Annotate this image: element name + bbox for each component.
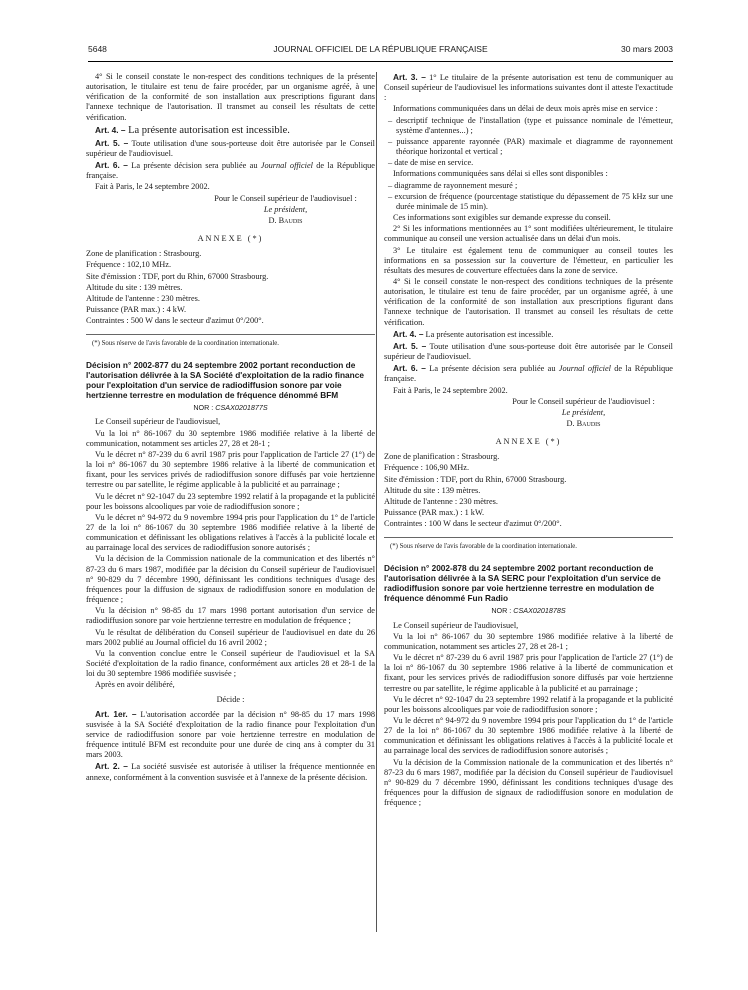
decide-heading: Décide : <box>216 694 245 704</box>
decision-title: Décision n° 2002-877 du 24 septembre 2002 portant reconduction de l'autorisation délivrée à la SA Société d'exploitation de la radio finance pour l'exploitation d'un service de radiodiffusion sonore par voie hertzienne terrestre en modulation de fréquence dénommé BFM <box>86 360 364 401</box>
paragraph: 2° Si les informations mentionnées au 1° sont modifiées ultérieurement, le titulaire communique au conseil une version actualisée dans un délai d'un mois. <box>384 224 673 244</box>
annex-line: Fréquence : 102,10 MHz. <box>86 260 172 270</box>
signature-name: D. Baudis <box>566 419 601 428</box>
signature-name: D. Baudis <box>268 215 303 225</box>
left-column <box>86 72 375 784</box>
journal-title: JOURNAL OFFICIEL DE LA RÉPUBLIQUE FRANÇAISE <box>273 44 488 54</box>
paragraph: Vu la convention conclue entre le Conseil supérieur de l'audiovisuel et la SA Société d'exploitation de la radio finance, conformément aux articles 28 et 28-1 de la loi du 30 septembre 1986 modifiée susvisée ; <box>86 648 375 679</box>
article-6: Art. 6. – La présente décision sera publiée au Journal officiel de la République française. <box>384 363 673 384</box>
paragraph: Vu la décision de la Commission nationale de la communication et des libertés n° 87-23 du 6 mars 1987, modifiée par la décision du Conseil supérieur de l'audiovisuel n° 90-829 du 7 décembre 1990, définissant les conditions techniques d'usage des fréquences pour la diffusion de signaux de radiodiffusion sonore en modulation de fréquence ; <box>86 554 375 605</box>
annex-line: Site d'émission : TDF, port du Rhin, 67000 Strasbourg. <box>86 271 269 281</box>
paragraph: Vu la décision de la Commission nationale de la communication et des libertés n° 87-23 du 6 mars 1987, modifiée par la décision du Conseil supérieur de l'audiovisuel n° 90-829 du 7 décembre 1990, définissant les conditions techniques d'usage des fréquences pour la diffusion de signaux de radiodiffusion sonore en modulation de fréquence ; <box>384 757 673 808</box>
annex-line: Site d'émission : TDF, port du Rhin, 67000 Strasbourg. <box>384 474 567 484</box>
publication-date: 30 mars 2003 <box>621 44 673 54</box>
list-item: – excursion de fréquence (pourcentage statistique du dépassement de 75 kHz sur une durée minimale de 15 min). <box>388 191 673 211</box>
paragraph: Vu la loi n° 86-1067 du 30 septembre 1986 modifiée relative à la liberté de communication, notamment ses articles 27, 28 et 28-1 ; <box>384 631 673 651</box>
paragraph: Vu le décret n° 87-239 du 6 avril 1987 pris pour l'application de l'article 27 (1°) de la loi n° 86-1067 du 30 septembre 1986 relative à la liberté de communication et fixant, pour les services privés de radiodiffusion sonore diffusés par voie hertzienne terrestre ou par satellite, le régime applicable à la publicité et au parrainage ; <box>86 449 375 490</box>
annexe-heading: ANNEXE (*) <box>495 437 562 447</box>
article-3: Art. 3. – 1° Le titulaire de la présente autorisation est tenu de communiquer au Conseil supérieur de l'audiovisuel les informations suivantes dont il atteste l'exactitude : <box>384 72 673 103</box>
paragraph: 4° Si le conseil constate le non-respect des conditions techniques de la présente autorisation, le titulaire est tenu de faire procéder, par un organisme agréé, à une vérification de la conformité de son installation aux prescriptions figurant dans l'annexe technique de l'autorisation. Il transmet au conseil les résultats de cette vérification. <box>86 72 375 122</box>
annexe-heading: ANNEXE (*) <box>197 234 264 244</box>
footnote: (*) Sous réserve de l'avis favorable de la coordination internationale. <box>86 334 375 348</box>
right-column <box>384 72 673 809</box>
list-item: – date de mise en service. <box>388 158 474 168</box>
paragraph: 4° Si le conseil constate le non-respect des conditions techniques de la présente autorisation, le titulaire est tenu de faire procéder, par un organisme agréé, à une vérification de la conformité de son installation aux prescriptions figurant dans l'annexe technique de l'autorisation. Il transmet au conseil les résultats de cette vérification. <box>384 276 673 327</box>
paragraph: Vu le décret n° 92-1047 du 23 septembre 1992 relatif à la propagande et la publicité pour les boissons alcooliques par voie de radiodiffusion sonore ; <box>86 491 375 511</box>
list-item: – diagramme de rayonnement mesuré ; <box>388 180 518 190</box>
fait-a-paris: Fait à Paris, le 24 septembre 2002. <box>95 182 210 192</box>
annex-line: Puissance (PAR max.) : 4 kW. <box>86 304 187 314</box>
annex-line: Contraintes : 500 W dans le secteur d'azimut 0°/200°. <box>86 316 264 326</box>
signature-role: Le président, <box>263 204 308 214</box>
column-divider <box>376 72 377 932</box>
paragraph: Vu la décision n° 98-85 du 17 mars 1998 portant autorisation d'un service de radiodiffusion sonore par voie hertzienne terrestre en modulation de fréquence ; <box>86 606 375 626</box>
article-4: Art. 4. – La présente autorisation est incessible. <box>393 328 554 339</box>
paragraph: Vu le résultat de délibération du Conseil supérieur de l'audiovisuel en date du 26 mars 2002 publié au Journal officiel du 16 avril 2002 ; <box>86 627 375 647</box>
paragraph: Ces informations sont exigibles sur demande expresse du conseil. <box>393 213 611 223</box>
paragraph: Après en avoir délibéré, <box>95 680 175 690</box>
annex-list <box>384 452 673 529</box>
list-item: – puissance apparente rayonnée (PAR) maximale et diagramme de rayonnement théorique horizontal et vertical ; <box>388 136 673 157</box>
annex-line: Altitude du site : 139 mètres. <box>86 282 183 292</box>
annex-line: Altitude de l'antenne : 230 mètres. <box>384 496 498 506</box>
annex-list <box>86 249 375 326</box>
paragraph: Vu le décret n° 92-1047 du 23 septembre 1992 relatif à la propagande et la publicité pour les boissons alcooliques par voie de radiodiffusion sonore ; <box>384 694 673 714</box>
nor-reference: NOR : CSAX0201878S <box>491 606 566 616</box>
fait-a-paris: Fait à Paris, le 24 septembre 2002. <box>393 385 508 395</box>
footnote: (*) Sous réserve de l'avis favorable de la coordination internationale. <box>384 537 673 551</box>
article-1: Art. 1er. – L'autorisation accordée par la décision n° 98-85 du 17 mars 1998 susvisée à la SA Société d'exploitation de la radio finance pour l'exploitation d'un service de radiodiffusion sonore par voie hertzienne terrestre en modulation de fréquence intitulé BFM est reconduite pour une durée de cinq ans à compter du 31 mars 2003. <box>86 708 375 760</box>
annex-line: Contraintes : 100 W dans le secteur d'azimut 0°/200°. <box>384 519 562 529</box>
page-number: 5648 <box>88 44 107 54</box>
paragraph: Le Conseil supérieur de l'audiovisuel, <box>95 417 221 427</box>
paragraph: Le Conseil supérieur de l'audiovisuel, <box>393 620 519 630</box>
paragraph: Informations communiquées sans délai si elles sont disponibles : <box>393 169 608 179</box>
page-header <box>88 44 673 58</box>
article-5: Art. 5. – Toute utilisation d'une sous-porteuse doit être autorisée par le Conseil supérieur de l'audiovisuel. <box>86 137 375 158</box>
signature-role: Le président, <box>561 407 606 417</box>
article-6: Art. 6. – La présente décision sera publiée au Journal officiel de la République française. <box>86 160 375 181</box>
annex-line: Fréquence : 106,90 MHz. <box>384 463 470 473</box>
paragraph: Vu la loi n° 86-1067 du 30 septembre 1986 modifiée relative à la liberté de communication, notamment ses articles 27, 28 et 28-1 ; <box>86 428 375 448</box>
paragraph: Vu le décret n° 94-972 du 9 novembre 1994 pris pour l'application du 1° de l'article 27 de la loi n° 86-1067 du 30 septembre 1986 modifiée relative à la liberté de communication et définissant les obligations relatives à l'accès à la publicité locale et au parrainage local des services de radiodiffusion sonore autorisés ; <box>86 512 375 553</box>
annex-line: Altitude du site : 139 mètres. <box>384 485 481 495</box>
article-4: Art. 4. – La présente autorisation est incessible. <box>95 124 290 136</box>
article-5: Art. 5. – Toute utilisation d'une sous-porteuse doit être autorisée par le Conseil supérieur de l'audiovisuel. <box>384 340 673 362</box>
signature-for: Pour le Conseil supérieur de l'audiovisuel : <box>512 396 655 406</box>
paragraph: 3° Le titulaire est également tenu de communiquer au conseil toutes les informations en sa possession sur la couverture de l'émetteur, en particulier les résultats des mesures de couverture effectuées dans la zone de service. <box>384 245 673 275</box>
paragraph: Informations communiquées dans un délai de deux mois après mise en service : <box>393 104 658 114</box>
signature-for: Pour le Conseil supérieur de l'audiovisuel : <box>214 193 357 203</box>
header-rule <box>88 61 673 62</box>
list-item: – descriptif technique de l'installation (type et puissance nominale de l'émetteur, système d'antennes...) ; <box>388 115 673 135</box>
annex-line: Zone de planification : Strasbourg. <box>86 249 202 259</box>
article-2: Art. 2. – La société susvisée est autorisée à utiliser la fréquence mentionnée en annexe, conformément à la convention susvisée et à l'annexe de la présente décision. <box>86 761 376 782</box>
decision-title: Décision n° 2002-878 du 24 septembre 2002 portant reconduction de l'autorisation délivrée à la SA SERC pour l'exploitation d'un service de radiodiffusion sonore par voie hertzienne terrestre en modulation de fréquence dénommé Fun Radio <box>384 563 661 604</box>
paragraph: Vu le décret n° 94-972 du 9 novembre 1994 pris pour l'application du 1° de l'article 27 de la loi n° 86-1067 du 30 septembre 1986 modifiée relative à la liberté de communication et définissant les obligations relatives à l'accès à la publicité locale et au parrainage local des services de radiodiffusion sonore autorisés ; <box>384 715 673 756</box>
annex-line: Zone de planification : Strasbourg. <box>384 452 500 462</box>
annex-line: Puissance (PAR max.) : 1 kW. <box>384 508 485 518</box>
annex-line: Altitude de l'antenne : 230 mètres. <box>86 293 200 303</box>
nor-reference: NOR : CSAX0201877S <box>193 403 268 413</box>
paragraph: Vu le décret n° 87-239 du 6 avril 1987 pris pour l'application de l'article 27 (1°) de la loi n° 86-1067 du 30 septembre 1986 relative à la liberté de communication et fixant, pour les services privés de radiodiffusion sonore diffusés par voie hertzienne terrestre ou par satellite, le régime applicable à la publicité et au parrainage ; <box>384 653 673 693</box>
